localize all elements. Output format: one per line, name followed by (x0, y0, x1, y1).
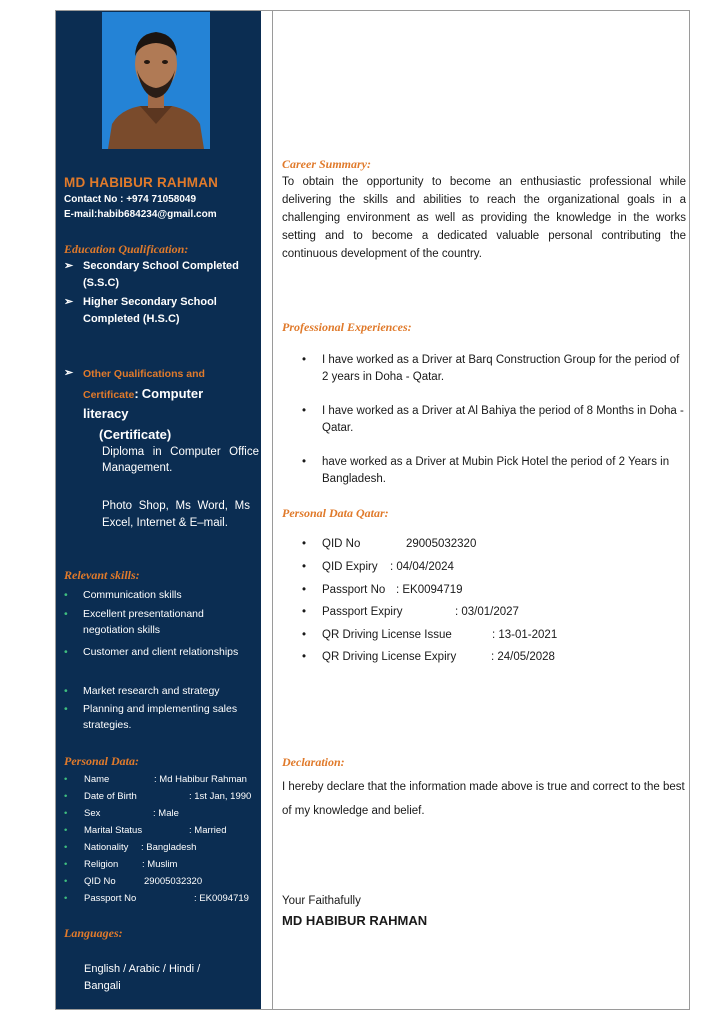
sidebar: MD HABIBUR RAHMAN Contact No : +974 71058049 E-mail:habib684234@gmail.com Education Qualification: ➢ Secondary School Completed (S.S.C) ➢ Higher Secondary School Completed (H.S.C) ➢ Other Qualifications and Certificate: Computer literacy (Certificate) Diploma in Computer Office Management. Photo Shop, Ms Word, Ms Excel, Internet & E–mail. Relevant skills: • Communication skills • Excellent presentationand negotiation skills • Customer and client relationships • Market research and strategy • Planning and implementing sales strategies. Personal Data: • Name : Md Habibur Rahman • Date of Birth : 1st Jan, 1990 • Sex : Male • Marital Status : Married • Nationality : Bangladesh • Religion : Muslim • QID No 29005032320 • Passport No : EK0094719 Languages: English / Arabic / Hindi / Bangali (56, 11, 261, 1009)
personal-data-row: • Marital Status : Married (64, 825, 227, 836)
personal-data-row: • Date of Birth : 1st Jan, 1990 (64, 791, 252, 802)
experience-heading: Professional Experiences: (282, 320, 412, 334)
certificate-subtitle: (Certificate) (99, 427, 172, 442)
signature-name: MD HABIBUR RAHMAN (282, 913, 428, 928)
main-content: Career Summary: To obtain the opportunity to become an enthusiastic professional while delivering the skills and abilities to reach the organizational goals in a challenging environment as well as providing the knowledge in the works setting and to become a dedicated valuable personal contributing the continuous development of the country. Professional Experiences: • I have worked as a Driver at Barq Construction Group for the period of 2 years in Doha - Qatar. • I have worked as a Driver at Al Bahiya the period of 8 Months in Doha - Qatar. • have worked as a Driver at Mubin Pick Hotel the period of 2 Years in Bangladesh. Personal Data Qatar: • QID No 29005032320 • QID Expiry : 04/04/2024 • Passport No : EK0094719 • Passport Expiry : 03/01/2027 • QR Driving License Issue : 13-01-2021 • QR Driving License Expiry : 24/05/2028 Declaration: I hereby declare that the information made above is true and correct to the best of my knowledge and belief. Your Faithafully MD HABIBUR RAHMAN (282, 157, 686, 928)
column-divider (261, 11, 273, 1009)
personal-data-row: • Sex : Male (64, 808, 179, 819)
certificate-title-cont: literacy (83, 406, 129, 421)
arrow-bullet-icon: ➢ (64, 296, 74, 308)
personal-data-row: • Name : Md Habibur Rahman (64, 774, 247, 785)
personal-data-row: • QID No 29005032320 (64, 876, 203, 887)
certificate-title: Computer (141, 386, 204, 401)
closing-salutation: Your Faithafully (282, 895, 361, 907)
qatar-data-row: • QR Driving License Expiry : 24/05/2028 (302, 651, 555, 663)
career-summary-text: To obtain the opportunity to become an enthusiastic professional while delivering the skills and abilities to reach the organizational goals in a challenging environment as well as providing the knowledge in the works setting and to become a dedicated valuable personal contributing the continuous development of the country. (282, 176, 686, 260)
declaration-heading: Declaration: (282, 755, 345, 769)
candidate-name: MD HABIBUR RAHMAN (64, 175, 219, 190)
qatar-data-row: • QR Driving License Issue : 13-01-2021 (302, 629, 558, 641)
profile-photo (102, 12, 210, 149)
arrow-bullet-icon: ➢ (64, 367, 74, 379)
email-address: E-mail:habib684234@gmail.com (64, 209, 217, 220)
contact-number: Contact No : +974 71058049 (64, 194, 197, 205)
education-heading: Education Qualification: (64, 242, 189, 256)
languages-heading: Languages: (64, 926, 123, 940)
personal-data-heading: Personal Data: (64, 754, 139, 768)
arrow-bullet-icon: ➢ (64, 260, 74, 272)
qatar-data-row: • QID Expiry : 04/04/2024 (302, 561, 454, 573)
declaration-text: I hereby declare that the information made above is true and correct to the best of my knowledge and belief. (282, 781, 685, 817)
resume-page (55, 10, 690, 1010)
personal-data-row: • Nationality : Bangladesh (64, 842, 197, 853)
languages-list: English / Arabic / Hindi / Bangali (84, 963, 201, 992)
personal-data-row: • Religion : Muslim (64, 859, 178, 870)
other-qualifications-label: Other Qualifications and Certificate (83, 368, 205, 401)
software-skills: Photo Shop, Ms Word, Ms Excel, Internet & E–mail. (102, 500, 250, 529)
qatar-data-row: • QID No 29005032320 (302, 538, 477, 550)
personal-data-row: • Passport No : EK0094719 (64, 893, 249, 904)
qatar-data-heading: Personal Data Qatar: (282, 506, 389, 520)
qatar-data-row: • Passport No : EK0094719 (302, 584, 463, 596)
career-summary-heading: Career Summary: (282, 157, 372, 171)
qatar-data-row: • Passport Expiry : 03/01/2027 (302, 606, 519, 618)
diploma-description: Diploma in Computer Office Management. (102, 446, 259, 474)
skills-heading: Relevant skills: (64, 568, 140, 582)
